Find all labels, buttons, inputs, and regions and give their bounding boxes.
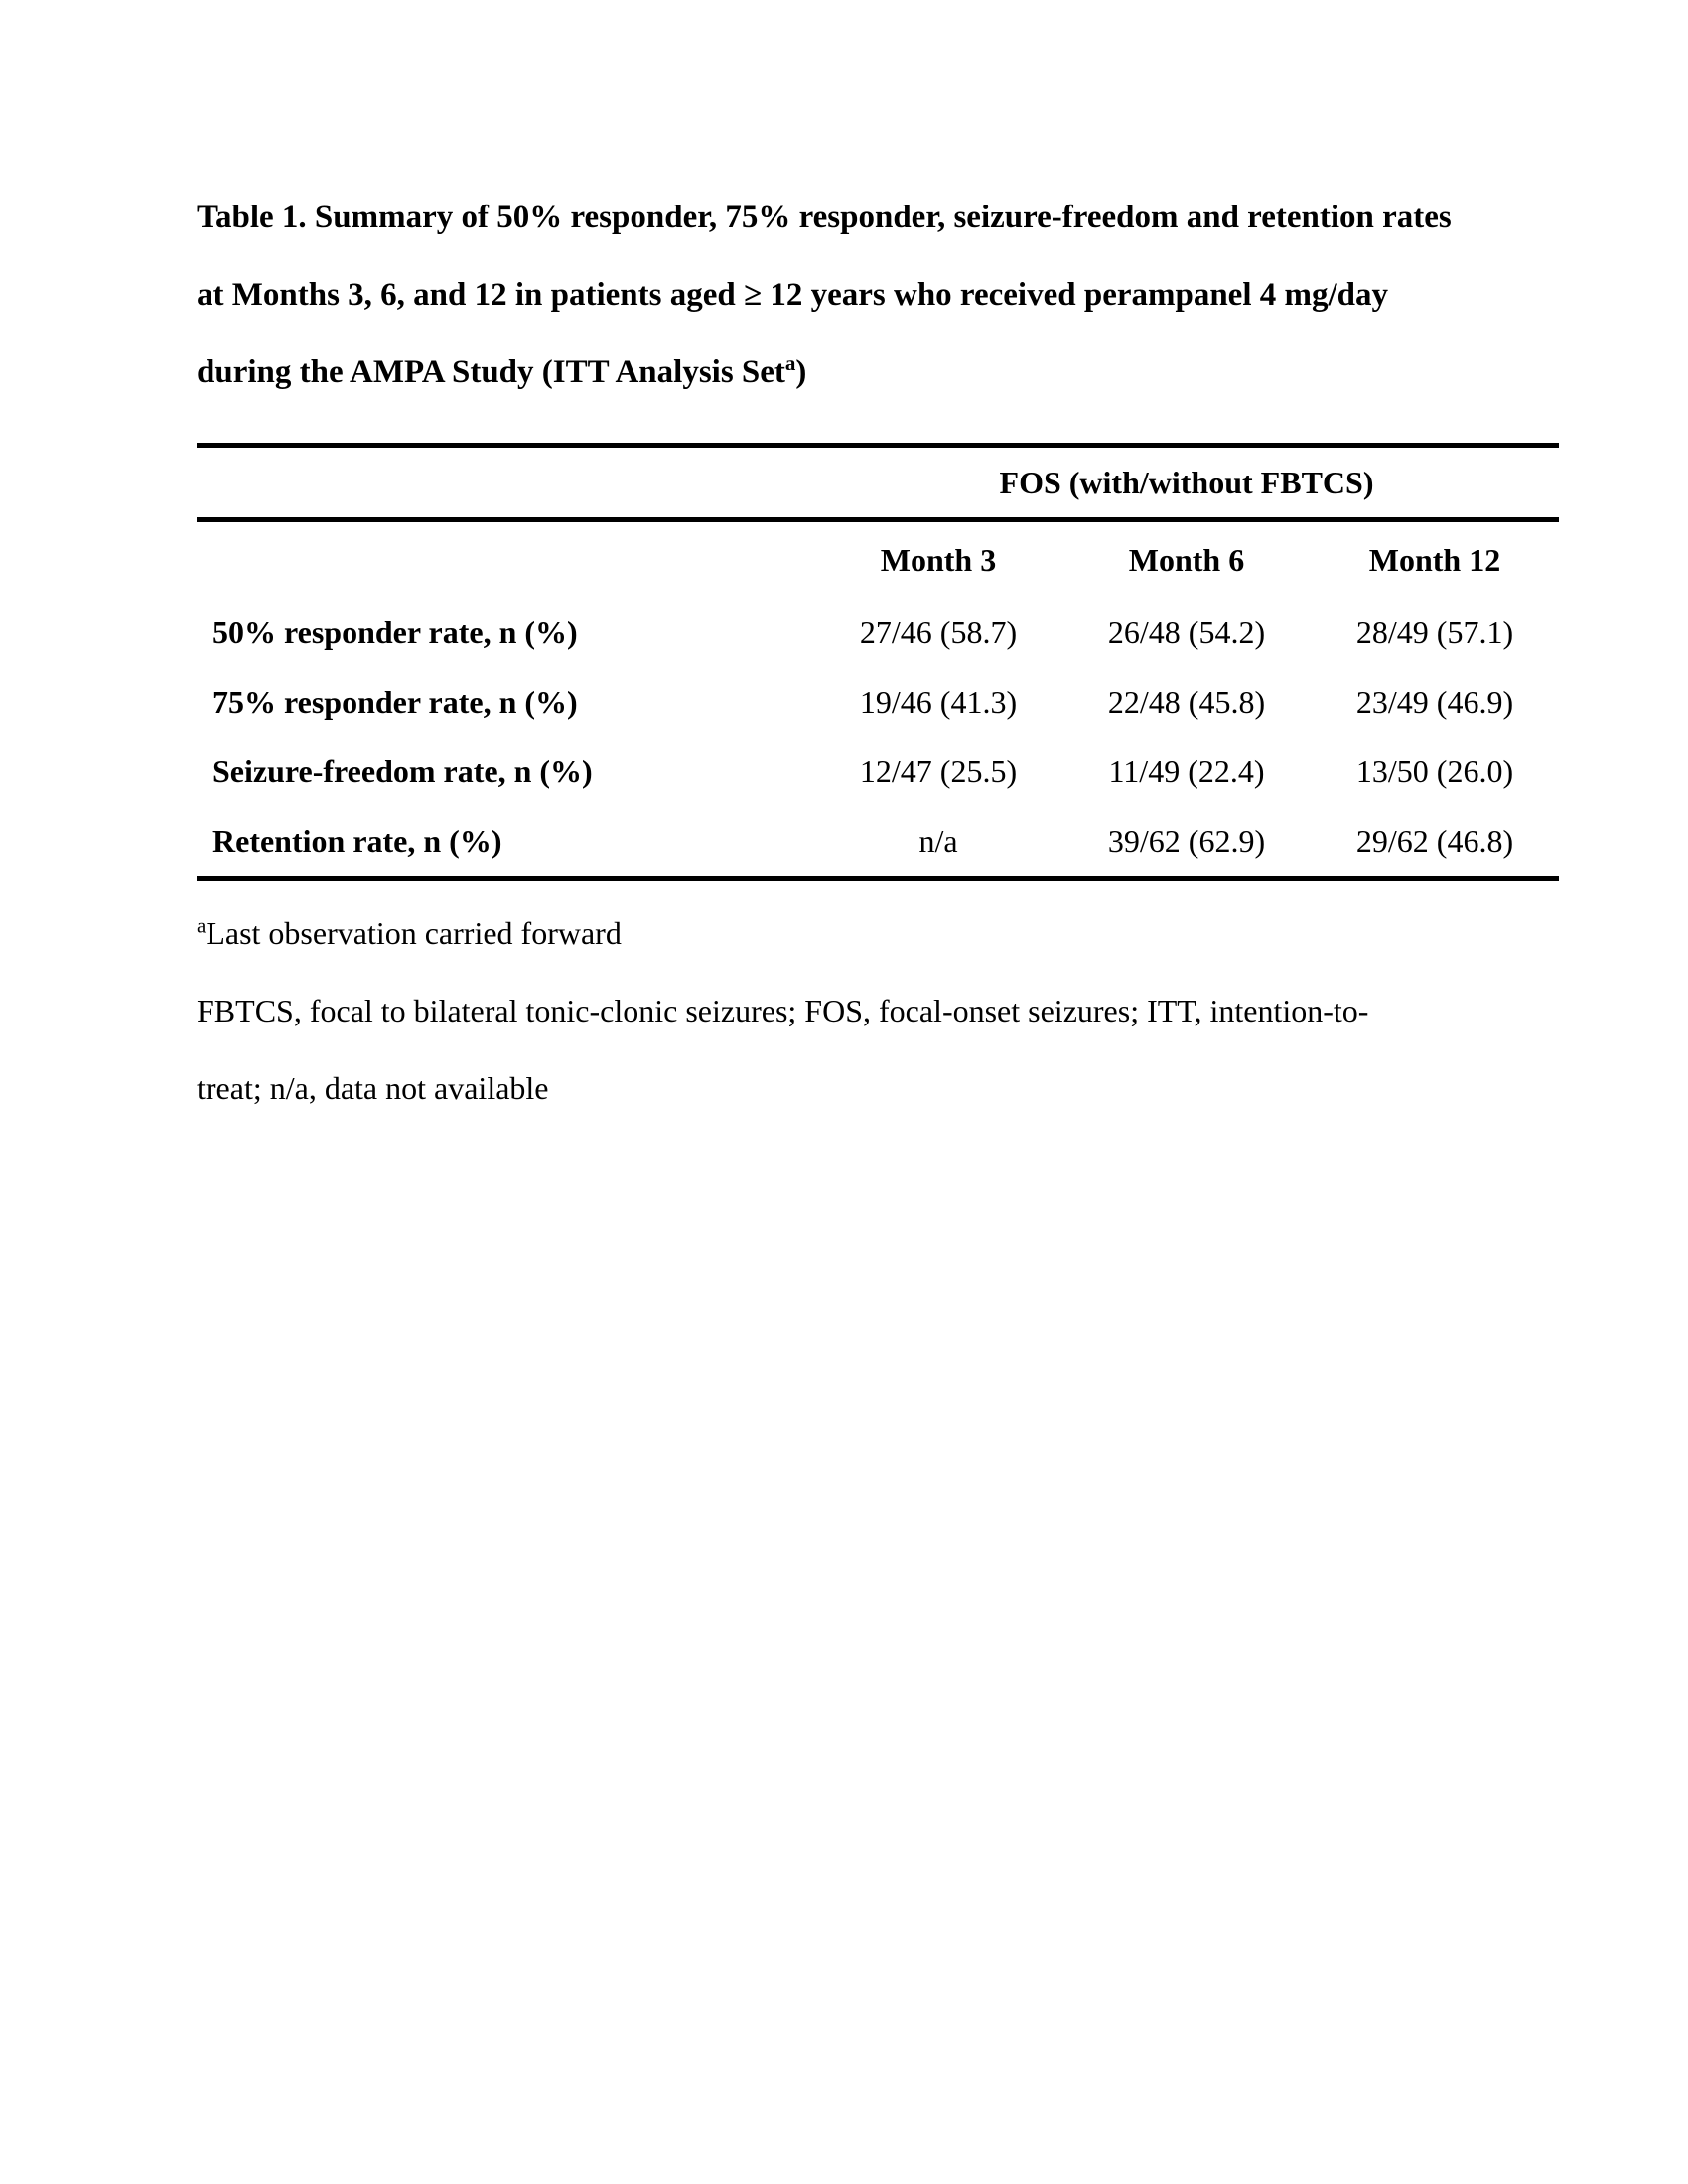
table-footnotes	[197, 894, 1527, 1127]
cell-value: 29/62 (46.8)	[1355, 822, 1514, 859]
row-label: Retention rate, n (%)	[212, 822, 502, 859]
caption-line-3-close: )	[795, 354, 807, 390]
column-header-month12: Month 12	[1368, 541, 1501, 578]
footnote-abbreviations-line-1: FBTCS, focal to bilateral tonic-clonic seizures; FOS, focal-onset seizures; ITT, intention-to-	[197, 993, 1369, 1028]
caption-superscript-a: a	[784, 351, 796, 375]
table-caption	[197, 179, 1527, 411]
cell-value: n/a	[918, 822, 958, 859]
footnote-superscript-a: a	[197, 913, 207, 938]
cell-value: 11/49 (22.4)	[1108, 752, 1265, 789]
cell-value: 27/46 (58.7)	[859, 614, 1018, 650]
cell-value: 23/49 (46.9)	[1355, 683, 1514, 720]
caption-line-3-text: during the AMPA Study (ITT Analysis Set	[197, 354, 785, 390]
footnote-loc	[197, 894, 1527, 972]
cell-value: 28/49 (57.1)	[1355, 614, 1514, 650]
row-label: 50% responder rate, n (%)	[212, 614, 578, 650]
cell-value: 26/48 (54.2)	[1107, 614, 1266, 650]
group-header-label: FOS (with/without FBTCS)	[999, 464, 1374, 500]
cell-value: 12/47 (25.5)	[859, 752, 1018, 789]
table-row	[197, 598, 1559, 667]
cell-value: 22/48 (45.8)	[1107, 683, 1266, 720]
cell-value: 19/46 (41.3)	[859, 683, 1018, 720]
group-header-row	[197, 448, 1559, 517]
results-table	[197, 443, 1559, 881]
caption-line-2: at Months 3, 6, and 12 in patients aged ≥ 12 years who received perampanel 4 mg/day	[197, 277, 1389, 313]
footnote-loc-text: Last observation carried forward	[206, 915, 622, 951]
table-bottom-rule	[197, 876, 1559, 881]
row-label: Seizure-freedom rate, n (%)	[212, 752, 593, 789]
table-row	[197, 737, 1559, 806]
table-row	[197, 806, 1559, 876]
cell-value: 39/62 (62.9)	[1107, 822, 1266, 859]
table-row	[197, 667, 1559, 737]
column-header-month3: Month 3	[880, 541, 997, 578]
footnote-abbreviations-line-2: treat; n/a, data not available	[197, 1070, 549, 1106]
caption-line-3	[197, 334, 1527, 411]
column-header-month6: Month 6	[1128, 541, 1245, 578]
cell-value: 13/50 (26.0)	[1355, 752, 1514, 789]
row-label: 75% responder rate, n (%)	[212, 683, 578, 720]
caption-line-1: Table 1. Summary of 50% responder, 75% responder, seizure-freedom and retention rates	[197, 200, 1452, 235]
column-header-row	[197, 522, 1559, 598]
